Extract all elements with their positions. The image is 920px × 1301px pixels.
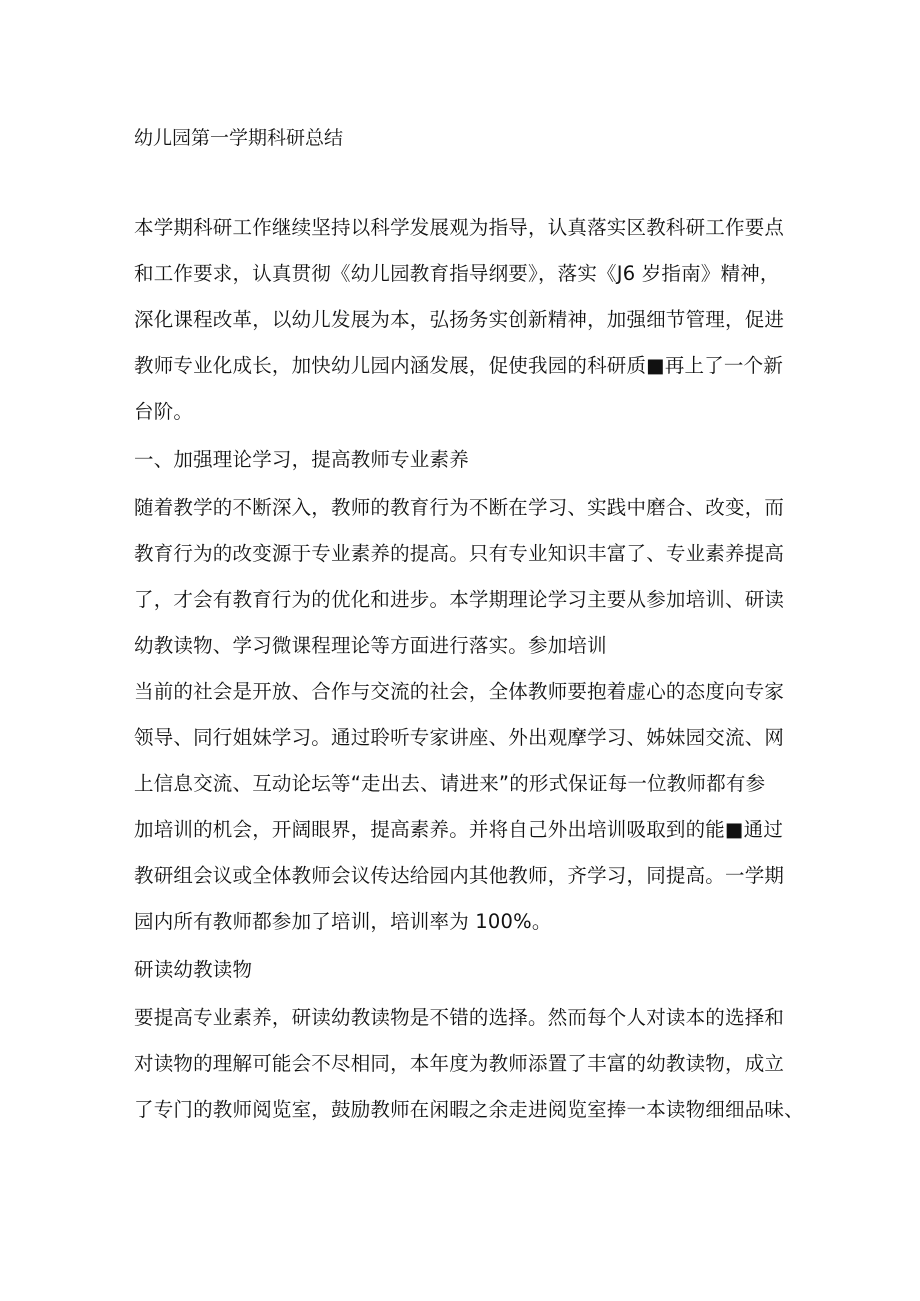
text-line: 园内所有教师都参加了培训，培训率为 100%。	[134, 910, 552, 933]
subsection-heading: 研读幼教读物	[134, 958, 253, 981]
text-line: 随着教学的不断深入，教师的教育行为不断在学习、实践中磨合、改变，而	[134, 496, 785, 519]
document-title: 幼儿园第一学期科研总结	[134, 127, 344, 149]
text-line: 领导、同行姐妹学习。通过聆听专家讲座、外出观摩学习、姊妹园交流、网	[134, 726, 785, 749]
text-line: 本学期科研工作继续坚持以科学发展观为指导，认真落实区教科研工作要点	[134, 216, 785, 239]
text-line: 对读物的理解可能会不尽相同，本年度为教师添置了丰富的幼教读物，成立	[134, 1052, 785, 1075]
text-line: 当前的社会是开放、合作与交流的社会，全体教师要抱着虚心的态度向专家	[134, 680, 785, 703]
text-line: 加培训的机会，开阔眼界，提高素养。并将自己外出培训吸取到的能■通过	[134, 818, 784, 841]
text-line: 台阶。	[134, 400, 194, 423]
text-line: 深化课程改革，以幼儿发展为本，弘扬务实创新精神，加强细节管理，促进	[134, 308, 785, 331]
text-line: 幼教读物、学习微课程理论等方面进行落实。参加培训	[134, 634, 607, 657]
text-line: 了专门的教师阅览室，鼓励教师在闲暇之余走进阅览室捧一本读物细细品味、	[134, 1098, 804, 1121]
text-line: 了，才会有教育行为的优化和进步。本学期理论学习主要从参加培训、研读	[134, 588, 785, 611]
text-line: 教师专业化成长，加快幼儿园内涵发展，促使我园的科研质■再上了一个新	[134, 354, 784, 377]
text-line: 要提高专业素养，研读幼教读物是不错的选择。然而每个人对读本的选择和	[134, 1006, 785, 1029]
text-line: 和工作要求，认真贯彻《幼儿园教育指导纲要》，落实《J6 岁指南》精神，	[134, 262, 780, 285]
section-heading: 一、加强理论学习，提高教师专业素养	[134, 448, 469, 471]
text-line: 教育行为的改变源于专业素养的提高。只有专业知识丰富了、专业素养提高	[134, 542, 785, 565]
text-line: 教研组会议或全体教师会议传达给园内其他教师，齐学习，同提高。一学期	[134, 864, 785, 887]
text-line: 上信息交流、互动论坛等“走出去、请进来”的形式保证每一位教师都有参	[134, 772, 766, 795]
